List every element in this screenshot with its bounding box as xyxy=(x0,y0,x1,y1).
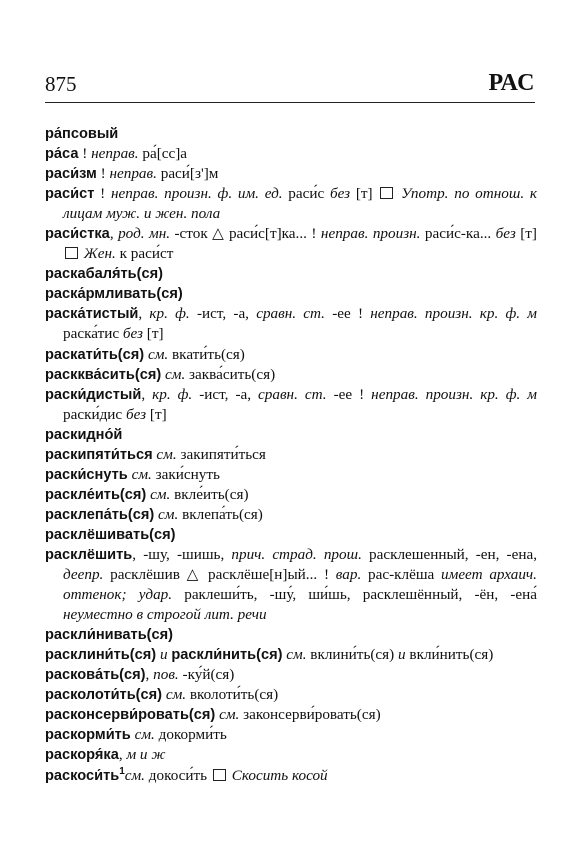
entry-text: вкле́ить(ся) xyxy=(170,485,249,503)
entry-text: заки́снуть xyxy=(151,465,220,483)
headword: раси́зм xyxy=(45,166,97,183)
grammar-label: кр. ф. xyxy=(149,305,190,323)
entry-rasist xyxy=(45,184,537,224)
headword: расклини́ть(ся) xyxy=(45,647,157,664)
entry-text: , xyxy=(145,666,154,684)
entry-text: [т] xyxy=(142,325,164,343)
headword: раси́стка xyxy=(45,226,110,243)
grammar-label: и xyxy=(398,646,406,664)
grammar-label: без xyxy=(125,405,147,423)
entry-raskatit xyxy=(45,345,537,365)
grammar-label: Скосить косой xyxy=(227,766,328,784)
grammar-label: м и ж xyxy=(126,746,166,764)
grammar-label: деепр. xyxy=(63,566,104,584)
entry-text: [т] xyxy=(350,185,379,203)
headword: раскква́сить(ся) xyxy=(45,366,162,383)
entry-text: [т] xyxy=(146,405,167,423)
entry-raskleit xyxy=(45,485,537,505)
grammar-label: Жен. xyxy=(80,245,116,263)
grammar-label: пов. xyxy=(153,666,179,684)
entry-text: докоси́ть xyxy=(144,766,211,784)
entry-text: рас-клёша xyxy=(361,566,442,584)
entry-rasa xyxy=(45,144,537,164)
entry-text: раклеши́ть, -шу́, ши́шь, расклешённый, -ён, -ена́ xyxy=(172,586,537,604)
grammar-label: см. xyxy=(144,345,169,363)
entry-raskormit xyxy=(45,725,537,745)
headword: раскли́нить(ся) xyxy=(171,647,283,664)
headword: раси́ст xyxy=(45,186,95,203)
entry-rasklinit xyxy=(45,645,537,665)
entry-text: расклешенный, -ен, -ена, xyxy=(361,545,538,563)
grammar-label: неправ. xyxy=(91,145,139,163)
entry-rasklinivat xyxy=(45,625,537,645)
entry-raskidisty xyxy=(45,385,537,425)
entry-text: , xyxy=(118,746,127,764)
grammar-label: см. xyxy=(162,686,187,704)
entry-raskatisty xyxy=(45,304,537,344)
grammar-label: см. xyxy=(161,365,186,383)
entry-raskidnoy xyxy=(45,425,537,445)
entry-raskolotit xyxy=(45,685,537,705)
entry-raskarmlivat xyxy=(45,284,537,304)
grammar-label: без xyxy=(122,325,143,343)
headword: расколоти́ть(ся) xyxy=(45,687,163,704)
entry-text: , -шу, -шишь, xyxy=(132,545,232,563)
entry-raskonservirovat xyxy=(45,705,537,725)
headword: расклёшить xyxy=(45,546,133,563)
headword: раска́рмливать(ся) xyxy=(45,286,183,303)
entry-raskvasit xyxy=(45,365,537,385)
entry-rasklyoshivat xyxy=(45,525,537,545)
grammar-label: см. xyxy=(282,646,307,664)
running-head: РАС xyxy=(488,70,535,96)
grammar-label: сравн. ст. xyxy=(256,305,325,323)
entry-text: докорми́ть xyxy=(154,726,227,744)
entry-text: -ист, -а, xyxy=(189,305,257,323)
entry-text: к раси́ст xyxy=(115,245,174,263)
dictionary-entries xyxy=(45,124,537,786)
entry-raskovat xyxy=(45,665,537,685)
entry-raskabalyat xyxy=(45,264,537,284)
grammar-label: сравн. ст. xyxy=(258,385,327,403)
header-rule xyxy=(45,102,535,103)
grammar-label: см. xyxy=(146,485,171,503)
entry-text: , xyxy=(138,305,150,323)
grammar-label: неправ. xyxy=(109,165,157,183)
entry-text: раски́дис xyxy=(63,405,126,423)
grammar-label: без xyxy=(495,225,516,243)
headword: раскли́нивать(ся) xyxy=(45,627,174,644)
entry-text: -ее ! xyxy=(326,385,372,403)
headword: расконсерви́ровать(ся) xyxy=(45,707,216,724)
entry-text: вклини́ть(ся) xyxy=(306,646,399,664)
usage-note-box-icon xyxy=(213,769,226,781)
headword: расклёшивать(ся) xyxy=(45,526,176,543)
grammar-label: Употр. по отнош. к лицам муж. и жен. пола xyxy=(63,185,537,223)
grammar-label: неправ. произн. кр. ф. м xyxy=(370,305,537,323)
entry-rasistka xyxy=(45,224,537,264)
grammar-label: имеет архаич. оттенок; удар. xyxy=(63,566,537,604)
grammar-label: без xyxy=(330,185,351,203)
grammar-label: см. xyxy=(130,726,155,744)
grammar-label: род. мн. xyxy=(118,225,171,243)
entry-text: ! xyxy=(78,145,92,163)
grammar-label: и xyxy=(156,646,172,664)
page-number: 875 xyxy=(45,72,77,96)
entry-text: вклепа́ть(ся) xyxy=(178,505,263,523)
entry-rasizm xyxy=(45,164,537,184)
headword: раскова́ть(ся) xyxy=(45,667,146,684)
entry-rasklepat xyxy=(45,505,537,525)
grammar-label: неправ. произн. кр. ф. м xyxy=(371,385,537,403)
headword: раски́снуть xyxy=(45,466,128,483)
entry-text: -ее ! xyxy=(324,305,371,323)
entry-text: , xyxy=(109,225,119,243)
entry-text: заква́сить(ся) xyxy=(185,365,276,383)
entry-text: раси́[з']м xyxy=(156,165,219,183)
grammar-label: кр. ф. xyxy=(152,385,193,403)
headword: ра́са xyxy=(45,146,79,163)
grammar-label: см. xyxy=(124,766,145,784)
entry-text: законсерви́ровать(ся) xyxy=(239,706,381,724)
entry-rapsovy xyxy=(45,124,537,144)
grammar-label: см. xyxy=(127,465,152,483)
entry-text: вкати́ть(ся) xyxy=(168,345,245,363)
entry-rasklyoshit xyxy=(45,545,537,625)
headword: раскоря́ка xyxy=(45,747,119,764)
entry-text: [т] xyxy=(515,225,537,243)
headword: расклепа́ть(ся) xyxy=(45,506,155,523)
entry-text: вколоти́ть(ся) xyxy=(186,686,279,704)
grammar-label: см. xyxy=(152,445,177,463)
headword: раскорми́ть xyxy=(45,727,131,744)
grammar-label: вар. xyxy=(335,566,362,584)
entry-raskisnut xyxy=(45,465,537,485)
usage-note-box-icon xyxy=(65,247,78,259)
grammar-label: неправ. произн. xyxy=(320,225,421,243)
grammar-label: прич. страд. прош. xyxy=(231,545,362,563)
headword: раскле́ить(ся) xyxy=(45,486,147,503)
headword: раскабаля́ть(ся) xyxy=(45,266,163,283)
entry-text: -сток △ раси́с[т]ка... ! xyxy=(170,225,321,243)
headword: раска́тистый xyxy=(45,306,139,323)
entry-text: ! xyxy=(96,165,110,183)
headword: ра́псовый xyxy=(45,126,119,142)
headword: раскоси́ть xyxy=(45,767,120,784)
grammar-label: см. xyxy=(154,505,179,523)
entry-text: раска́тис xyxy=(63,325,123,343)
entry-text: закипяти́ться xyxy=(176,445,266,463)
grammar-label: неправ. произн. ф. им. ед. xyxy=(110,185,283,203)
grammar-label: см. xyxy=(215,706,240,724)
entry-text: ра́[сс]а xyxy=(138,145,188,163)
entry-raskoryaka xyxy=(45,745,537,765)
entry-text: расклёшив △ расклёше[н]ый... ! xyxy=(103,566,336,584)
grammar-label: неуместно в строгой лит. речи xyxy=(63,606,267,624)
homonym-index: 1 xyxy=(119,765,125,777)
entry-raskipyatitsya xyxy=(45,445,537,465)
headword: раскидно́й xyxy=(45,426,123,443)
entry-text: вкли́нить(ся) xyxy=(405,646,494,664)
usage-note-box-icon xyxy=(380,187,393,199)
headword: раскипяти́ться xyxy=(45,446,153,463)
entry-raskosit xyxy=(45,766,537,786)
entry-text: раси́с-ка... xyxy=(420,225,496,243)
entry-text: -ист, -а, xyxy=(192,385,259,403)
entry-text: , xyxy=(141,385,153,403)
headword: раскати́ть(ся) xyxy=(45,346,145,363)
entry-text: -ку́й(ся) xyxy=(178,666,235,684)
entry-text: ! xyxy=(94,185,111,203)
headword: раски́дистый xyxy=(45,386,142,403)
entry-text: раси́с xyxy=(282,185,330,203)
